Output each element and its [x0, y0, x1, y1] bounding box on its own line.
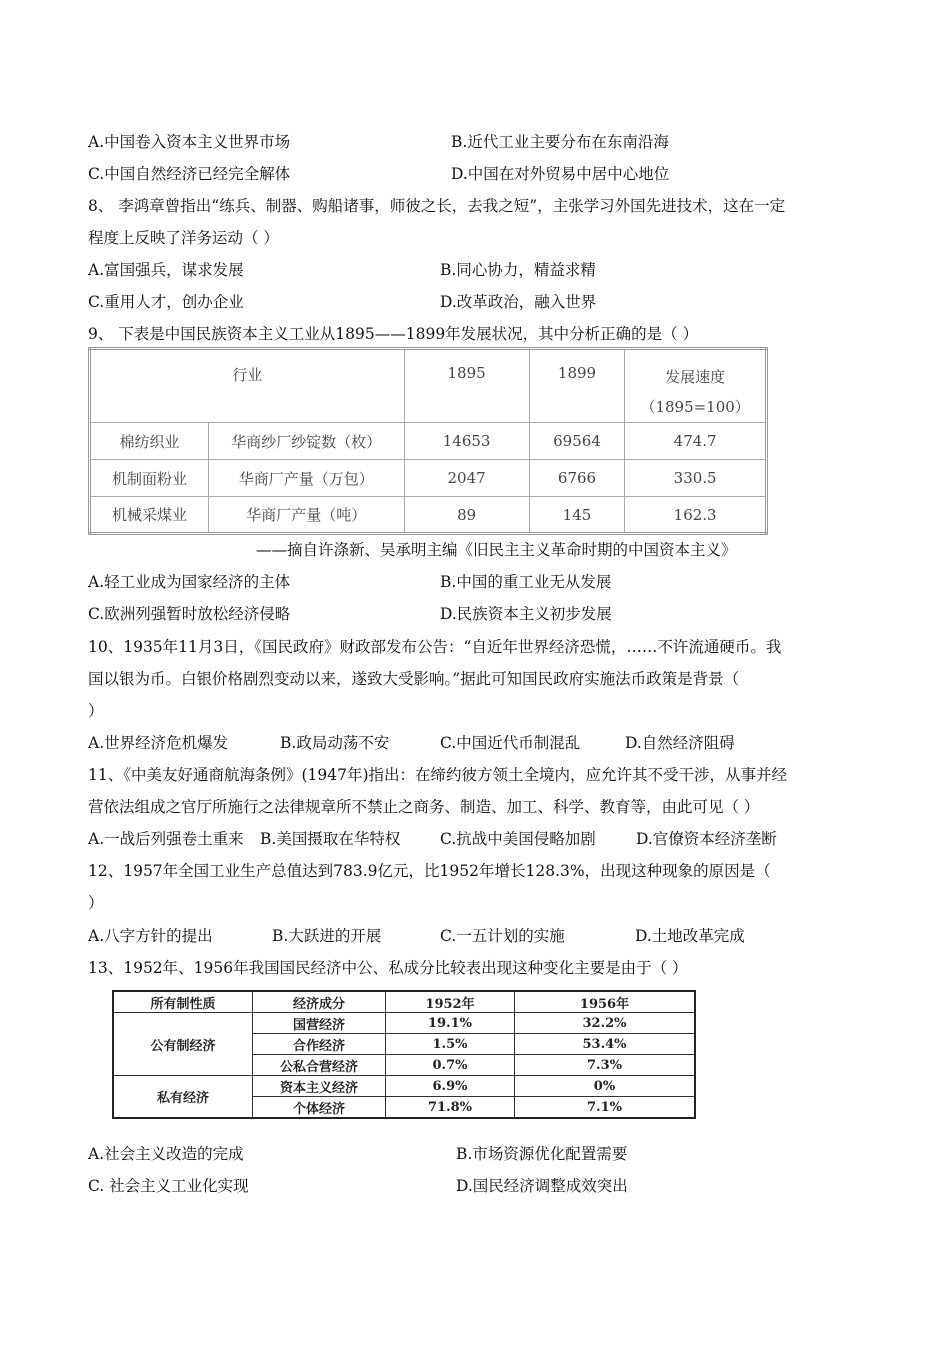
- cell-1895: 14653: [404, 423, 529, 460]
- cell-1956: 32.2%: [515, 1013, 696, 1034]
- cell-component: 资本主义经济: [253, 1076, 386, 1097]
- cell-component: 个体经济: [253, 1097, 386, 1119]
- q10-option-c: C.中国近代币制混乱: [440, 734, 581, 752]
- header-growth-speed-label: 发展速度: [665, 368, 726, 386]
- q12-option-a: A.八字方针的提出: [88, 927, 213, 945]
- q10-option-d: D.自然经济阻碍: [625, 734, 735, 752]
- q8-option-b: B.同心协力，精益求精: [440, 261, 596, 279]
- cell-1952: 0.7%: [386, 1055, 515, 1076]
- q8-option-c: C.重用人才，创办企业: [88, 293, 244, 311]
- q9-option-d: D.民族资本主义初步发展: [440, 605, 612, 623]
- q8-option-d: D.改革政治，融入世界: [440, 293, 597, 311]
- q10-stem-line-1: 10、1935年11月3日，《国民政府》财政部发布公告：“自近年世界经济恐慌，……不许流通硬币。我: [88, 638, 782, 656]
- cell-1895: 2047: [404, 460, 529, 497]
- table-row: [113, 1076, 695, 1097]
- group-private: 私有经济: [113, 1076, 253, 1119]
- table-header-row: [113, 991, 695, 1013]
- q7-option-b: B.近代工业主要分布在东南沿海: [451, 133, 669, 151]
- table-row: [113, 1013, 695, 1034]
- q11-stem-line-2: 营依法组成之官厅所施行之法律规章所不禁止之商务、制造、加工、科学、教育等，由此可见（ ）: [88, 798, 760, 816]
- q9-source-citation: ——摘自许涤新、吴承明主编《旧民主主义革命时期的中国资本主义》: [256, 541, 737, 559]
- header-1952: 1952年: [386, 991, 515, 1013]
- q13-option-b: B.市场资源优化配置需要: [456, 1145, 628, 1163]
- q11-stem-line-1: 11、《中美友好通商航海条例》(1947年)指出：在缔约彼方领土全境内，应允许其不受干涉，从事并经: [88, 766, 788, 784]
- cell-item: 华商厂产量（吨）: [208, 497, 404, 534]
- q8-option-a: A.富国强兵，谋求发展: [88, 261, 244, 279]
- cell-speed: 474.7: [625, 423, 767, 460]
- q9-option-b: B.中国的重工业无从发展: [440, 573, 612, 591]
- q7-option-a: A.中国卷入资本主义世界市场: [88, 133, 291, 151]
- table-row: [90, 423, 767, 460]
- q9-stem: 9、 下表是中国民族资本主义工业从1895——1899年发展状况，其中分析正确的是（ ）: [88, 325, 699, 343]
- group-public: 公有制经济: [113, 1013, 253, 1076]
- cell-item: 华商厂产量（万包）: [208, 460, 404, 497]
- table-row: [90, 460, 767, 497]
- q10-option-b: B.政局动荡不安: [280, 734, 390, 752]
- q12-option-b: B.大跃进的开展: [272, 927, 382, 945]
- cell-1956: 0%: [515, 1076, 696, 1097]
- cell-industry: 机制面粉业: [90, 460, 209, 497]
- cell-1899: 6766: [529, 460, 625, 497]
- q9-industry-table: [88, 347, 768, 535]
- cell-1899: 69564: [529, 423, 625, 460]
- q7-option-c: C.中国自然经济已经完全解体: [88, 165, 291, 183]
- q11-option-a: A.一战后列强卷土重来: [88, 830, 244, 848]
- q12-stem-line-2: ）: [88, 894, 104, 912]
- q12-stem-line-1: 12、1957年全国工业生产总值达到783.9亿元，比1952年增长128.3%，出现这种现象的原因是（: [88, 862, 771, 880]
- table-row: [90, 497, 767, 534]
- header-1899: 1899: [529, 349, 625, 423]
- q13-option-d: D.国民经济调整成效突出: [456, 1177, 628, 1195]
- header-component: 经济成分: [253, 991, 386, 1013]
- cell-1952: 1.5%: [386, 1034, 515, 1055]
- cell-component: 国营经济: [253, 1013, 386, 1034]
- cell-1952: 6.9%: [386, 1076, 515, 1097]
- cell-1952: 19.1%: [386, 1013, 515, 1034]
- q13-option-c: C. 社会主义工业化实现: [88, 1177, 249, 1195]
- q9-option-a: A.轻工业成为国家经济的主体: [88, 573, 291, 591]
- cell-speed: 330.5: [625, 460, 767, 497]
- header-growth-speed: [625, 349, 767, 423]
- cell-item: 华商纱厂纱锭数（枚）: [208, 423, 404, 460]
- cell-component: 合作经济: [253, 1034, 386, 1055]
- cell-1956: 7.3%: [515, 1055, 696, 1076]
- q12-option-c: C.一五计划的实施: [440, 927, 565, 945]
- q13-ownership-table: [112, 990, 696, 1119]
- q12-option-d: D.土地改革完成: [635, 927, 745, 945]
- q7-option-d: D.中国在对外贸易中居中心地位: [451, 165, 670, 183]
- cell-1956: 7.1%: [515, 1097, 696, 1119]
- cell-1899: 145: [529, 497, 625, 534]
- q10-stem-line-2: 国以银为币。白银价格剧烈变动以来，遂致大受影响。”据此可知国民政府实施法币政策是背景（: [88, 670, 740, 688]
- q13-option-a: A.社会主义改造的完成: [88, 1145, 244, 1163]
- q13-stem: 13、1952年、1956年我国国民经济中公、私成分比较表出现这种变化主要是由于（ ）: [88, 959, 688, 977]
- cell-1952: 71.8%: [386, 1097, 515, 1119]
- header-growth-speed-note: （1895=100）: [640, 398, 750, 416]
- q8-stem-line-2: 程度上反映了洋务运动（ ）: [88, 229, 279, 247]
- q8-stem-line-1: 8、 李鸿章曾指出“练兵、制器、购船诸事，师彼之长，去我之短”，主张学习外国先进技术，这在一定: [88, 197, 786, 215]
- q11-option-d: D.官僚资本经济垄断: [636, 830, 777, 848]
- cell-industry: 机械采煤业: [90, 497, 209, 534]
- q10-option-a: A.世界经济危机爆发: [88, 734, 229, 752]
- q9-option-c: C.欧洲列强暂时放松经济侵略: [88, 605, 291, 623]
- header-ownership: 所有制性质: [113, 991, 253, 1013]
- q10-stem-line-3: ）: [88, 702, 104, 720]
- q11-option-c: C.抗战中美国侵略加剧: [440, 830, 596, 848]
- header-1895: 1895: [404, 349, 529, 423]
- cell-speed: 162.3: [625, 497, 767, 534]
- cell-industry: 棉纺织业: [90, 423, 209, 460]
- cell-1956: 53.4%: [515, 1034, 696, 1055]
- header-industry: 行业: [90, 349, 405, 423]
- cell-component: 公私合营经济: [253, 1055, 386, 1076]
- header-1956: 1956年: [515, 991, 696, 1013]
- cell-1895: 89: [404, 497, 529, 534]
- q11-option-b: B.美国摄取在华特权: [260, 830, 401, 848]
